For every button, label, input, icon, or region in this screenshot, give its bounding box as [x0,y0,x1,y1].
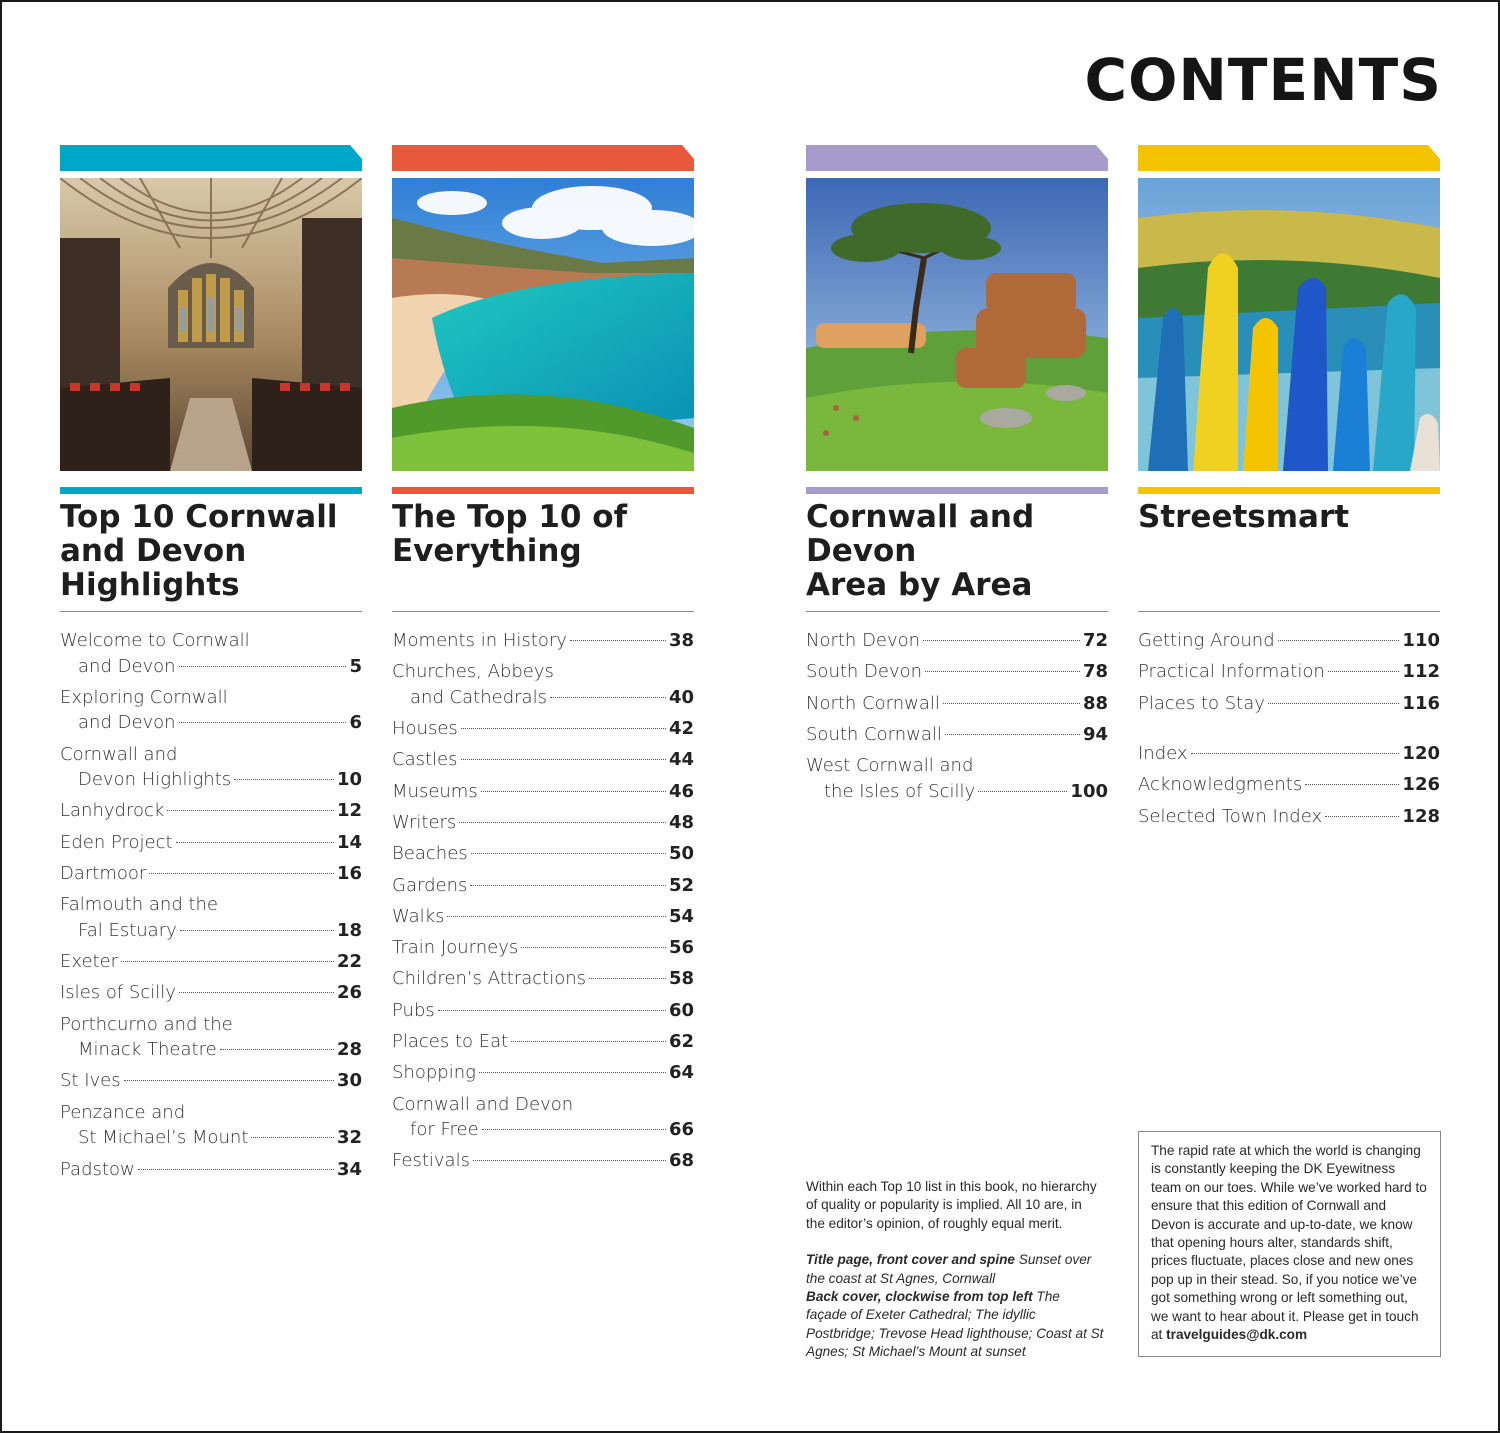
dartmoor-tor-tree-photo [806,178,1108,471]
divider [60,611,362,612]
toc-page-number: 112 [1402,661,1440,683]
section-rule [392,487,694,494]
toc-entry-row [392,779,694,805]
toc-entry[interactable] [60,830,362,856]
toc-entry-row [60,767,362,793]
toc-entry-label: for Free [410,1119,479,1141]
toc-entry-row [60,1012,362,1038]
toc-entry[interactable] [392,935,694,961]
leader-dots [179,722,347,723]
toc-entry-label: Penzance and [60,1101,186,1123]
section-rule [1138,487,1440,494]
toc-entry[interactable] [60,1157,362,1183]
section-rule [60,487,362,494]
toc-entry[interactable] [1138,804,1440,830]
leader-dots [1328,671,1400,672]
toc-entry-label: and Devon [78,655,176,677]
toc-entry[interactable] [392,810,694,836]
toc-entry-label: West Cornwall and [806,755,974,777]
section-tab [60,145,362,171]
leader-dots [220,1049,334,1050]
toc-entry-row [60,1037,362,1063]
toc-entry[interactable] [60,892,362,943]
toc-entry-label: South Devon [806,661,923,683]
toc-entry[interactable] [392,873,694,899]
toc-page-number: 72 [1082,630,1108,651]
toc-entry-row [806,722,1108,748]
leader-dots [1278,640,1400,641]
toc-entry-label: Places to Stay [1138,692,1265,714]
cover-credits [806,1251,1104,1361]
toc-entry[interactable] [60,949,362,975]
leader-dots [473,1160,666,1161]
section-title-line: Streetsmart [1138,499,1350,535]
leader-dots [470,885,666,886]
toc-entry-row [60,918,362,944]
divider [392,611,694,612]
toc-entry-label: Children’s Attractions [392,968,587,990]
toc-entry-label: the Isles of Scilly [824,780,976,802]
entry-list [806,628,1108,804]
toc-entry[interactable] [1138,772,1440,798]
toc-entry-row [392,810,694,836]
toc-entry[interactable] [60,861,362,887]
cathedral-illustration [60,178,362,471]
leader-dots [138,1169,334,1170]
toc-entry-label: Getting Around [1138,630,1275,651]
toc-entry-label: Gardens [392,874,468,896]
hierarchy-note: Within each Top 10 list in this book, no hierarchy of quality or popularity is implied. All 10 are, in the editor’s opinion, of roughly equal merit. [806,1179,1097,1231]
toc-entry[interactable] [1138,628,1440,654]
toc-entry[interactable] [806,753,1108,804]
toc-entry[interactable] [392,966,694,992]
leader-dots [461,728,666,729]
toc-entry-row [392,904,694,930]
section-title-line: The Top 10 of [392,499,628,535]
toc-entry-label: Churches, Abbeys [392,661,554,683]
toc-entry-label: Falmouth and the [60,894,219,916]
surfboards-illustration [1138,178,1440,471]
toc-entry[interactable] [392,716,694,742]
toc-entry-label: Festivals [392,1150,470,1172]
divider [1138,611,1440,612]
surfboards-photo [1138,178,1440,471]
toc-page-number: 38 [668,630,694,651]
leader-dots [481,791,666,792]
toc-page-number: 12 [336,800,362,822]
toc-entry-row [392,659,694,685]
feedback-text: The rapid rate at which the world is changing is constantly keeping the DK Eyewitness team on our toes. While we’ve worked hard to ensure that this edition of Cornwall and Devon is accurate and up-to-date, we know that opening hours alter, standards shift, prices fluctuate, places close and new ones pop up in their stead. So, if you notice we’ve got something wrong or left something out, we want to hear about it. Please get in touch at [1151,1143,1427,1343]
credit2-text: The façade of Exeter Cathedral; The idyllic Postbridge; Trevose Head lighthouse; Coast at St Agnes; St Michael’s Mount at sunset [806,1289,1104,1360]
toc-entry-row [1138,804,1440,830]
toc-entry-label: Exeter [60,951,119,973]
toc-entry[interactable] [392,659,694,710]
toc-entry[interactable] [392,1092,694,1143]
toc-entry-row [392,998,694,1024]
toc-page-number: 10 [336,769,362,791]
column-streetsmart [1138,145,1440,835]
toc-entry-label: Dartmoor [60,862,147,884]
toc-entry[interactable] [1138,659,1440,685]
toc-entry-label: Minack Theatre [78,1039,217,1061]
section-tab [1138,145,1440,171]
feedback-email[interactable]: travelguides@dk.com [1166,1327,1308,1343]
entry-list [392,628,694,1174]
toc-page-number: 50 [668,843,694,865]
toc-entry-row [392,873,694,899]
toc-page-number: 56 [668,937,694,959]
toc-entry-label: Writers [392,811,457,833]
toc-entry-label: Cornwall and [60,743,178,765]
toc-page-number: 64 [668,1062,694,1084]
leader-dots [179,992,334,993]
toc-entry-row [1138,772,1440,798]
toc-page-number: 126 [1402,774,1440,796]
leader-dots [482,1129,666,1130]
toc-entry-label: and Devon [78,712,176,734]
toc-entry-label: Welcome to Cornwall [60,630,250,651]
toc-entry[interactable] [60,980,362,1006]
toc-entry-row [60,798,362,824]
leader-dots [479,1072,666,1073]
toc-entry-label: Lanhydrock [60,800,165,822]
toc-entry[interactable] [60,628,362,679]
toc-entry[interactable] [60,685,362,736]
toc-entry-row [806,659,1108,685]
leader-dots [459,822,666,823]
toc-entry-label: Train Journeys [392,937,519,959]
toc-page-number: 94 [1082,723,1108,745]
toc-entry-label: North Cornwall [806,692,940,714]
section-tab [806,145,1108,171]
toc-entry[interactable] [60,1068,362,1094]
leader-dots [1305,784,1399,785]
toc-page-number: 6 [349,712,362,734]
credit2-label: Back cover, clockwise from top left [806,1289,1033,1305]
section-title [1138,500,1440,611]
toc-entry-row [392,628,694,654]
notes-block [806,1178,1104,1362]
leader-dots [149,873,334,874]
section-title-line: Top 10 Cornwall [60,499,338,535]
toc-entry-row [392,935,694,961]
leader-dots [589,978,666,979]
leader-dots [978,791,1067,792]
toc-entry-row [60,861,362,887]
leader-dots [180,930,334,931]
column-areas [806,145,1108,810]
toc-entry-label: North Devon [806,630,921,651]
toc-page-number: 28 [336,1039,362,1061]
leader-dots [1191,753,1400,754]
toc-entry-label: Shopping [392,1062,476,1084]
leader-dots [511,1041,666,1042]
toc-entry-label: St Ives [60,1070,121,1092]
toc-entry-row [392,747,694,773]
toc-page-number: 42 [668,718,694,740]
leader-dots [550,697,666,698]
toc-entry-row [60,1100,362,1126]
leader-dots [179,666,347,667]
toc-entry-row [1138,659,1440,685]
toc-entry[interactable] [1138,691,1440,717]
toc-page-number: 128 [1402,805,1440,827]
toc-entry-label: and Cathedrals [410,686,547,708]
toc-entry[interactable] [806,659,1108,685]
toc-entry[interactable] [392,628,694,654]
toc-entry-row [60,949,362,975]
toc-entry-label: South Cornwall [806,723,942,745]
toc-page-number: 40 [668,686,694,708]
toc-page-number: 68 [668,1150,694,1172]
toc-page-number: 30 [336,1070,362,1092]
toc-entry-row [392,1092,694,1118]
toc-entry-label: Moments in History [392,630,567,651]
toc-entry[interactable] [392,779,694,805]
toc-entry-label: Houses [392,718,458,740]
leader-dots [167,810,334,811]
toc-page-number: 66 [668,1119,694,1141]
leader-dots [461,759,666,760]
toc-entry-row [392,1060,694,1086]
leader-dots [447,916,665,917]
section-title [60,500,362,611]
toc-entry[interactable] [392,1029,694,1055]
leader-dots [923,640,1080,641]
toc-entry-label: Selected Town Index [1138,805,1323,827]
toc-entry-label: Practical Information [1138,661,1325,683]
toc-page-number: 48 [668,811,694,833]
entry-list [60,628,362,1182]
toc-page-number: 58 [668,968,694,990]
toc-entry-row [806,628,1108,654]
toc-entry[interactable] [392,1148,694,1174]
toc-entry-label: Porthcurno and the [60,1013,233,1035]
toc-entry-row [392,1117,694,1143]
section-title [392,500,694,611]
leader-dots [1268,703,1400,704]
toc-page-number: 100 [1070,780,1108,802]
section-title [806,500,1108,611]
toc-page-number: 5 [349,655,362,677]
toc-entry-row [806,779,1108,805]
toc-entry[interactable] [392,1060,694,1086]
toc-entry[interactable] [60,742,362,793]
toc-entry-label: Places to Eat [392,1031,509,1053]
toc-entry-row [392,841,694,867]
section-title-line: Cornwall and Devon [806,499,1035,569]
toc-entry-label: Padstow [60,1158,135,1180]
toc-page-number: 14 [336,831,362,853]
leader-dots [925,671,1080,672]
section-title-line: Area by Area [806,567,1033,603]
toc-entry-label: Pubs [392,999,435,1021]
section-tab [392,145,694,171]
toc-page-number: 34 [336,1158,362,1180]
toc-entry-label: Devon Highlights [78,769,232,791]
toc-entry-row [392,716,694,742]
toc-page-number: 52 [668,874,694,896]
toc-entry-row [1138,741,1440,767]
credit1-label: Title page, front cover and spine [806,1252,1015,1268]
toc-page-number: 110 [1402,630,1440,651]
toc-page-number: 60 [668,999,694,1021]
toc-entry[interactable] [392,841,694,867]
toc-entry-row [60,654,362,680]
leader-dots [176,842,334,843]
toc-page-number: 46 [668,780,694,802]
toc-entry-row [392,685,694,711]
toc-entry-row [60,980,362,1006]
leader-dots [570,640,666,641]
toc-page-number: 88 [1082,692,1108,714]
toc-entry[interactable] [60,1012,362,1063]
leader-dots [438,1010,666,1011]
beach-illustration [392,178,694,471]
toc-entry[interactable] [1138,741,1440,767]
toc-entry-label: Isles of Scilly [60,982,176,1004]
toc-entry[interactable] [806,722,1108,748]
toc-entry-row [60,1068,362,1094]
toc-entry-label: Fal Estuary [78,919,177,941]
toc-page-number: 54 [668,905,694,927]
toc-page-number: 116 [1402,692,1440,714]
toc-entry[interactable] [60,798,362,824]
exeter-cathedral-interior-photo [60,178,362,471]
leader-dots [1325,816,1399,817]
toc-entry-row [60,742,362,768]
leader-dots [124,1080,334,1081]
toc-page-number: 26 [336,982,362,1004]
toc-entry-row [60,628,362,654]
column-highlights [60,145,362,1188]
toc-page-number: 44 [668,749,694,771]
leader-dots [521,947,666,948]
section-rule [806,487,1108,494]
leader-dots [471,853,666,854]
toc-entry-row [60,710,362,736]
toc-page-number: 62 [668,1031,694,1053]
toc-entry-row [806,691,1108,717]
toc-page-number: 16 [336,862,362,884]
toc-entry-label: Cornwall and Devon [392,1093,574,1115]
toc-entry-row [60,1125,362,1151]
leader-dots [251,1137,334,1138]
page-title: CONTENTS [1084,46,1442,114]
toc-entry-row [60,1157,362,1183]
section-title-line: and Devon [60,533,247,569]
section-title-line: Highlights [60,567,240,603]
leader-dots [943,703,1080,704]
toc-entry[interactable] [392,904,694,930]
toc-entry-label: Eden Project [60,831,173,853]
toc-entry-label: Acknowledgments [1138,774,1303,796]
column-everything [392,145,694,1180]
toc-entry-label: St Michael’s Mount [78,1127,249,1149]
toc-entry[interactable] [60,1100,362,1151]
toc-entry-row [1138,628,1440,654]
section-title-line: Everything [392,533,582,569]
toc-page-number: 120 [1402,743,1440,765]
toc-entry[interactable] [392,998,694,1024]
toc-entry-row [60,830,362,856]
toc-entry-row [60,685,362,711]
toc-entry-row [806,753,1108,779]
leader-dots [945,734,1080,735]
toc-entry-row [392,966,694,992]
toc-entry-label: Beaches [392,843,468,865]
leader-dots [121,961,334,962]
toc-entry[interactable] [392,747,694,773]
toc-entry-label: Walks [392,905,445,927]
toc-page-number: 22 [336,951,362,973]
toc-page-number: 78 [1082,661,1108,683]
toc-entry-label: Index [1138,743,1188,765]
toc-page-number: 18 [336,919,362,941]
coastal-beach-photo [392,178,694,471]
toc-entry-row [1138,691,1440,717]
toc-entry-row [392,1148,694,1174]
toc-entry-row [60,892,362,918]
credit1-text: Sunset over the coast at St Agnes, Cornwall [806,1252,1092,1286]
divider [806,611,1108,612]
toc-entry-label: Exploring Cornwall [60,686,228,708]
toc-entry-label: Castles [392,749,458,771]
feedback-box [1138,1131,1441,1357]
toc-entry[interactable] [806,691,1108,717]
entry-list [1138,628,1440,829]
toc-entry-row [392,1029,694,1055]
tor-illustration [806,178,1108,471]
toc-page-number: 32 [336,1127,362,1149]
leader-dots [234,779,334,780]
toc-entry[interactable] [806,628,1108,654]
toc-entry-label: Museums [392,780,478,802]
